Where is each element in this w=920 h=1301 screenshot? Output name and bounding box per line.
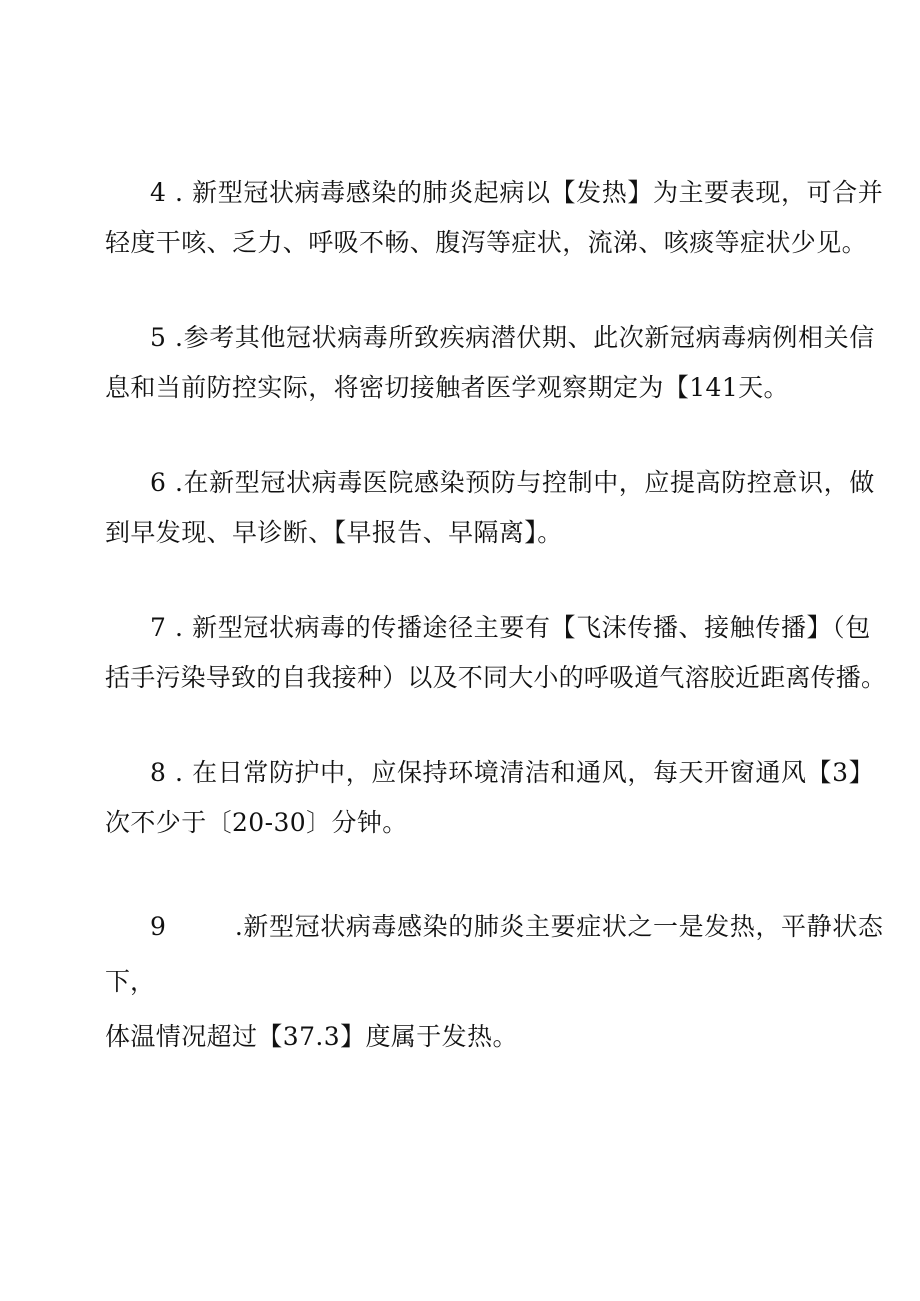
item-6-line-1 (150, 468, 875, 498)
item-9-number: 9 (150, 912, 167, 941)
item-4-line-2: 轻度干咳、乏力、呼吸不畅、腹泻等症状，流涕、咳痰等症状少见。 (105, 228, 868, 257)
item-5-line-2: 息和当前防控实际，将密切接触者医学观察期定为【141天。 (105, 373, 789, 402)
item-7-line-2: 括手污染导致的自我接种）以及不同大小的呼吸道气溶胶近距离传播。 (105, 663, 887, 692)
item-8-number: 8 (150, 758, 167, 787)
item-5-line-1 (150, 323, 875, 353)
item-4-text-1: . 新型冠状病毒感染的肺炎起病以【发热】为主要表现，可合并 (166, 178, 884, 207)
item-7-line-1 (150, 613, 871, 643)
item-6-line-2: 到早发现、早诊断、【早报告、早隔离】。 (105, 518, 563, 547)
item-5-number: 5 (150, 323, 167, 352)
item-8-line-2: 次不少于〔20-30〕分钟。 (105, 808, 408, 837)
item-9-line-3: 体温情况超过【37.3】度属于发热。 (105, 1022, 518, 1051)
item-7-text-1: . 新型冠状病毒的传播途径主要有【飞沫传播、接触传播】（包 (166, 613, 871, 642)
item-6-number: 6 (150, 468, 167, 497)
item-9-line-2: 下， (105, 967, 156, 996)
item-8-text-1: . 在日常防护中，应保持环境清洁和通风，每天开窗通风【3】 (166, 758, 875, 787)
item-9-line-1 (150, 912, 883, 942)
item-6-text-1: .在新型冠状病毒医院感染预防与控制中，应提高防控意识，做 (166, 468, 875, 497)
item-5-text-1: .参考其他冠状病毒所致疾病潜伏期、此次新冠病毒病例相关信 (166, 323, 875, 352)
item-7-number: 7 (150, 613, 167, 642)
item-8-line-1 (150, 758, 874, 788)
item-4-number: 4 (150, 178, 167, 207)
item-4-line-1 (150, 178, 883, 208)
item-9-text-1: .新型冠状病毒感染的肺炎主要症状之一是发热，平静状态 (166, 912, 884, 941)
